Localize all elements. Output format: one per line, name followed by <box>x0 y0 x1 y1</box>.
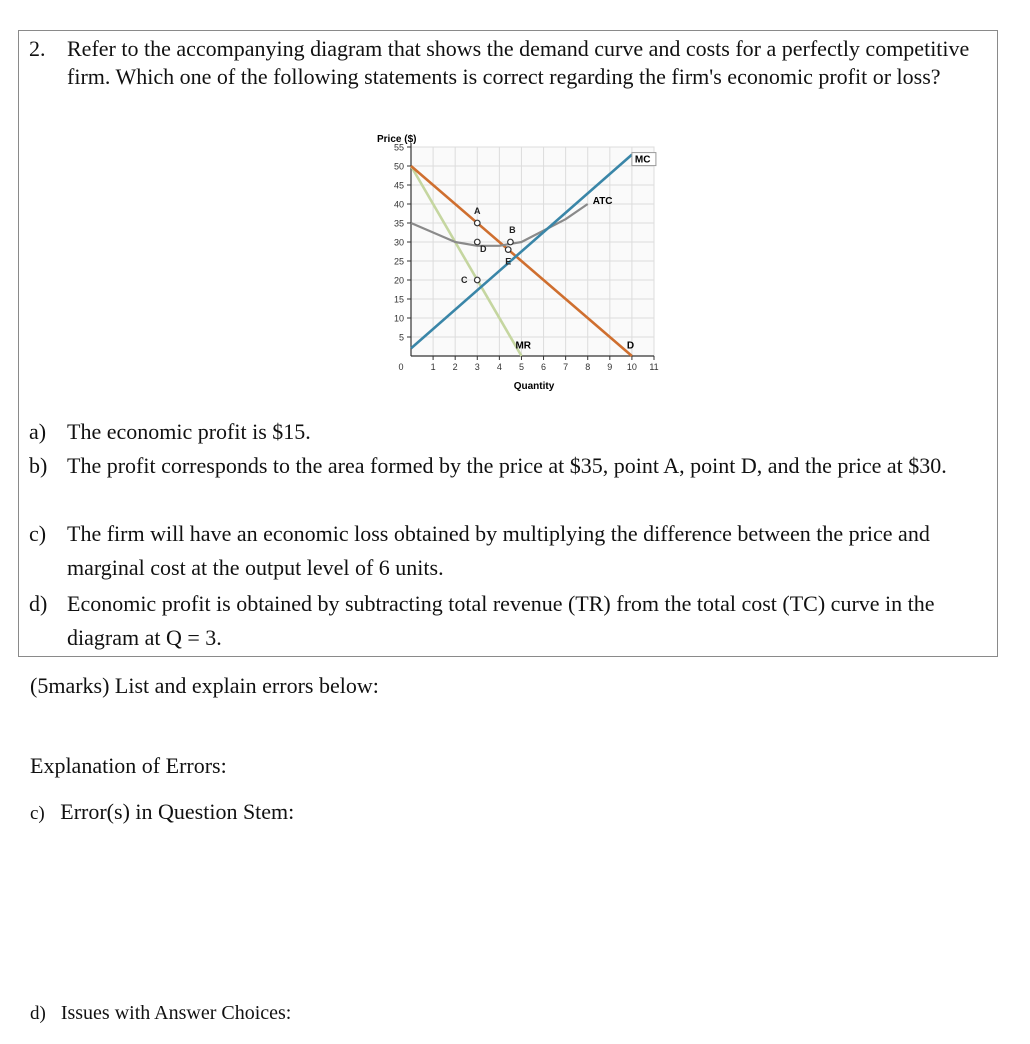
x-tick-label: 7 <box>563 362 569 372</box>
point-c <box>474 277 480 283</box>
y-tick-label: 55 <box>393 142 404 153</box>
atc-label: ATC <box>592 196 613 207</box>
x-tick-label: 0 <box>398 362 404 372</box>
mc-label: MC <box>634 154 651 166</box>
y-tick-label: 30 <box>393 237 404 248</box>
x-tick-label: 8 <box>585 362 591 372</box>
stem-errors-label: c) <box>30 803 45 824</box>
x-tick-label: 3 <box>474 362 480 372</box>
y-tick-label: 15 <box>393 294 404 305</box>
x-tick-label: 10 <box>626 362 637 372</box>
x-tick-label: 5 <box>518 362 524 372</box>
y-tick-label: 40 <box>393 199 404 210</box>
option-d-label: d) <box>29 591 48 616</box>
y-tick-label: 35 <box>393 218 404 229</box>
explanation-heading: Explanation of Errors: <box>30 753 227 778</box>
question-number: 2. <box>29 36 46 61</box>
x-tick-labels <box>398 362 658 372</box>
point-e <box>505 247 511 253</box>
y-tick-label: 45 <box>393 180 404 191</box>
option-a <box>29 415 984 449</box>
point-b <box>508 239 514 245</box>
option-c-text: The firm will have an economic loss obtained by multiplying the difference between the price and marginal cost at the output level of 6 units. <box>67 521 930 580</box>
y-tick-labels <box>394 143 404 343</box>
y-tick-label: 5 <box>398 332 404 343</box>
point-a <box>474 220 480 226</box>
x-tick-label: 11 <box>649 362 659 372</box>
cost-curve-chart <box>359 126 669 398</box>
option-b <box>29 449 984 483</box>
mr-label: MR <box>515 340 532 352</box>
answer-issues-text: Issues with Answer Choices: <box>60 1002 292 1024</box>
question-stem <box>29 35 979 91</box>
point-label-c: C <box>461 275 468 285</box>
stem-errors-text: Error(s) in Question Stem: <box>60 799 295 824</box>
demand-label: D <box>626 340 635 352</box>
instructions: (5marks) List and explain errors below: <box>30 673 379 698</box>
plot-area <box>411 147 654 356</box>
y-tick-label: 10 <box>393 313 404 324</box>
point-label-a: A <box>474 206 481 216</box>
question-box <box>18 30 998 657</box>
option-d <box>29 587 984 655</box>
option-d-text: Economic profit is obtained by subtracting total revenue (TR) from the total cost (TC) curve in the diagram at Q = 3. <box>67 591 935 650</box>
point-label-e: E <box>505 256 512 267</box>
option-b-label: b) <box>29 453 48 478</box>
answer-issues-section <box>30 1002 291 1025</box>
option-c <box>29 517 984 585</box>
y-tick-label: 20 <box>393 275 404 286</box>
question-text: Refer to the accompanying diagram that shows the demand curve and costs for a perfectly competitive firm. Which one of the following statements is correct regarding the firm's economic profit or loss? <box>67 36 970 89</box>
x-axis-label: Quantity <box>513 381 555 392</box>
x-tick-label: 9 <box>607 362 613 372</box>
x-tick-label: 6 <box>541 362 547 372</box>
x-tick-label: 2 <box>452 362 458 372</box>
option-a-label: a) <box>29 419 47 444</box>
chart-grid <box>411 147 654 356</box>
option-b-text: The profit corresponds to the area formed by the price at $35, point A, point D, and the price at $30. <box>67 453 947 478</box>
y-axis-label: Price ($) <box>377 134 417 145</box>
option-a-text: The economic profit is $15. <box>67 419 311 444</box>
y-tick-label: 25 <box>393 256 404 267</box>
y-tick-label: 50 <box>393 161 404 172</box>
point-label-b: B <box>509 225 516 235</box>
x-tick-label: 4 <box>496 362 502 372</box>
stem-errors-section <box>30 799 294 825</box>
answer-issues-label: d) <box>30 1003 46 1024</box>
x-tick-label: 1 <box>430 362 436 372</box>
point-label-d: D <box>480 244 487 254</box>
option-c-label: c) <box>29 521 47 546</box>
